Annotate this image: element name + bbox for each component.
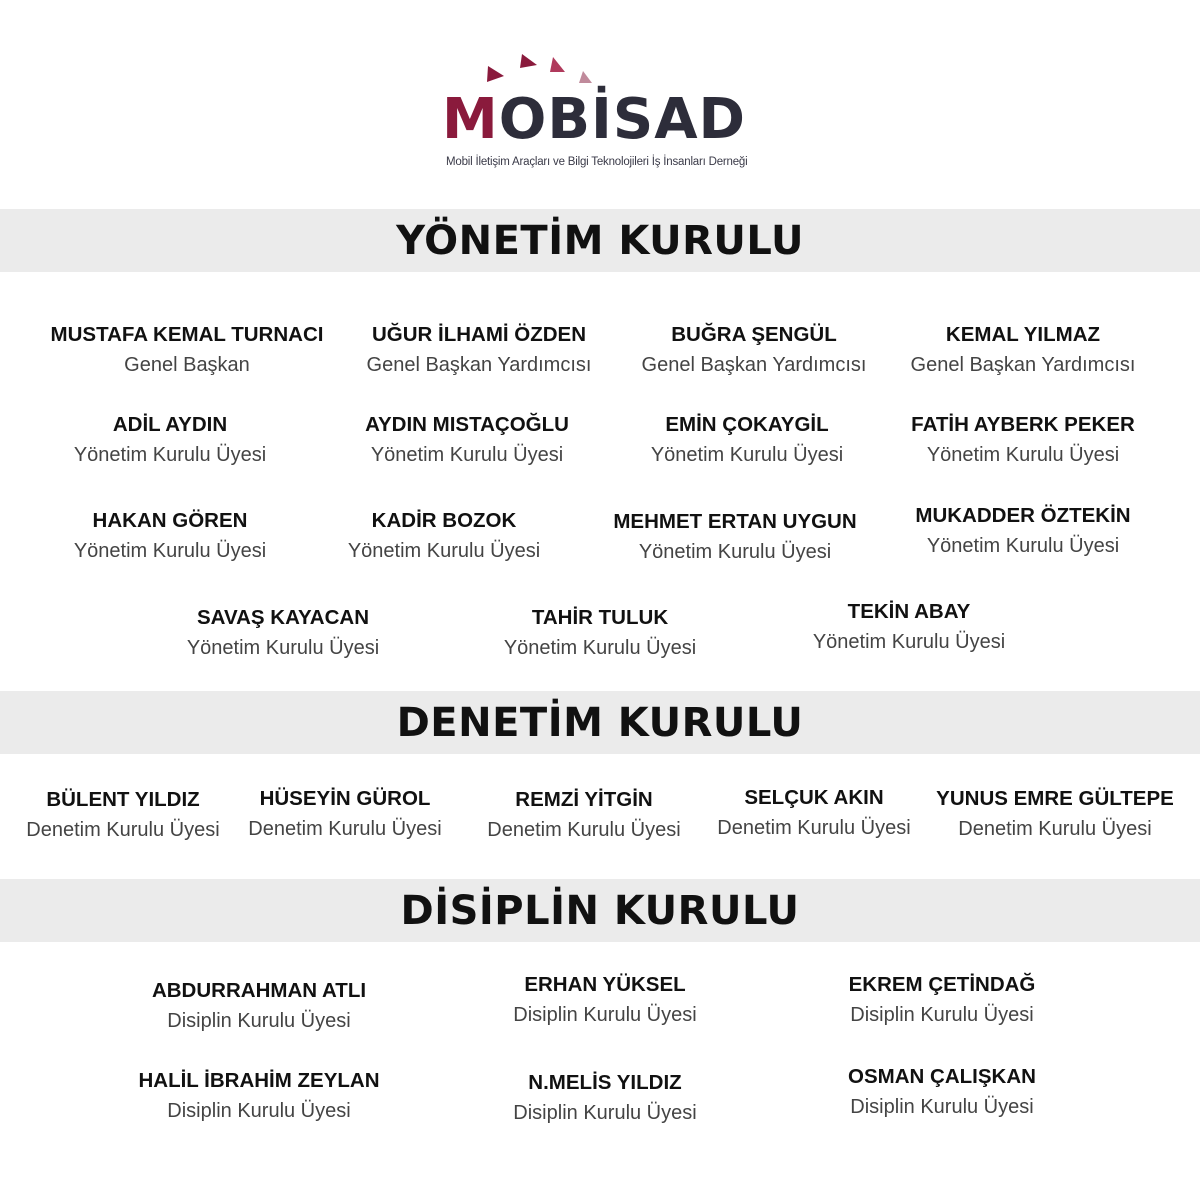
section-band-denetim xyxy=(0,691,1200,754)
member-role: Denetim Kurulu Üyesi xyxy=(26,819,220,841)
member-name: SAVAŞ KAYACAN xyxy=(196,606,370,629)
member-name: ADİL AYDIN xyxy=(112,413,228,436)
member-role: Yönetim Kurulu Üyesi xyxy=(812,631,1006,653)
member-name: BÜLENT YILDIZ xyxy=(46,788,200,811)
member-role: Yönetim Kurulu Üyesi xyxy=(650,444,844,466)
member-role: Denetim Kurulu Üyesi xyxy=(248,818,442,840)
member-card xyxy=(10,412,330,468)
member-name: HAKAN GÖREN xyxy=(92,509,248,532)
member-name: MUKADDER ÖZTEKİN xyxy=(915,504,1131,527)
member-name: SELÇUK AKIN xyxy=(744,786,884,809)
member-role: Yönetim Kurulu Üyesi xyxy=(73,540,267,562)
member-name: OSMAN ÇALIŞKAN xyxy=(848,1065,1036,1088)
member-card xyxy=(99,978,419,1034)
member-name: KEMAL YILMAZ xyxy=(945,323,1101,346)
member-card xyxy=(749,599,1069,655)
member-name: ERHAN YÜKSEL xyxy=(524,973,686,996)
member-card xyxy=(123,605,443,661)
member-role: Yönetim Kurulu Üyesi xyxy=(503,637,697,659)
member-role: Yönetim Kurulu Üyesi xyxy=(926,535,1120,557)
member-name: N.MELİS YILDIZ xyxy=(528,1071,682,1094)
member-name: TEKİN ABAY xyxy=(847,600,971,623)
member-role: Denetim Kurulu Üyesi xyxy=(487,819,681,841)
member-card xyxy=(445,1070,765,1126)
member-card xyxy=(782,1064,1102,1120)
section-title-denetim: DENETİM KURULU xyxy=(396,699,804,746)
member-role: Yönetim Kurulu Üyesi xyxy=(73,444,267,466)
section-band-disiplin xyxy=(0,879,1200,942)
member-role: Genel Başkan Yardımcısı xyxy=(910,354,1136,376)
member-role: Yönetim Kurulu Üyesi xyxy=(926,444,1120,466)
member-role: Disiplin Kurulu Üyesi xyxy=(850,1096,1034,1118)
member-role: Yönetim Kurulu Üyesi xyxy=(186,637,380,659)
member-card xyxy=(863,322,1183,378)
member-role: Disiplin Kurulu Üyesi xyxy=(167,1010,351,1032)
logo-wordmark xyxy=(442,87,747,152)
member-card xyxy=(575,509,895,565)
member-card xyxy=(319,322,639,378)
member-card xyxy=(587,412,907,468)
member-role: Disiplin Kurulu Üyesi xyxy=(850,1004,1034,1026)
member-role: Denetim Kurulu Üyesi xyxy=(717,817,911,839)
mobisad-logo xyxy=(440,50,760,180)
member-role: Genel Başkan Yardımcısı xyxy=(641,354,867,376)
member-card xyxy=(307,412,627,468)
member-name: YUNUS EMRE GÜLTEPE xyxy=(936,787,1174,810)
member-name: EMİN ÇOKAYGİL xyxy=(665,413,829,436)
member-card xyxy=(284,508,604,564)
member-name: FATİH AYBERK PEKER xyxy=(911,413,1135,436)
member-role: Genel Başkan xyxy=(124,354,250,376)
logo-tagline: Mobil İletişim Araçları ve Bilgi Teknolojileri İş İnsanları Derneği xyxy=(446,156,748,168)
member-card xyxy=(27,322,347,378)
member-name: MEHMET ERTAN UYGUN xyxy=(613,510,857,533)
member-card xyxy=(863,503,1183,559)
member-role: Genel Başkan Yardımcısı xyxy=(366,354,592,376)
member-role: Denetim Kurulu Üyesi xyxy=(958,818,1152,840)
member-card xyxy=(445,972,765,1028)
section-title-disiplin: DİSİPLİN KURULU xyxy=(400,887,800,934)
section-band-yonetim xyxy=(0,209,1200,272)
member-card xyxy=(440,605,760,661)
member-role: Disiplin Kurulu Üyesi xyxy=(167,1100,351,1122)
member-role: Disiplin Kurulu Üyesi xyxy=(513,1102,697,1124)
member-role: Yönetim Kurulu Üyesi xyxy=(347,540,541,562)
member-name: AYDIN MISTAÇOĞLU xyxy=(365,413,569,436)
member-name: HALİL İBRAHİM ZEYLAN xyxy=(138,1069,380,1092)
member-name: UĞUR İLHAMİ ÖZDEN xyxy=(371,323,587,346)
member-name: REMZİ YİTGİN xyxy=(515,788,653,811)
member-card xyxy=(863,412,1183,468)
member-name: EKREM ÇETİNDAĞ xyxy=(848,973,1036,996)
logo-m-letter: M xyxy=(442,87,499,152)
member-role: Yönetim Kurulu Üyesi xyxy=(370,444,564,466)
member-name: TAHİR TULUK xyxy=(531,606,669,629)
member-card xyxy=(99,1068,419,1124)
member-card xyxy=(895,786,1200,842)
member-name: MUSTAFA KEMAL TURNACI xyxy=(50,323,324,346)
logo-word-rest: OBİSAD xyxy=(498,87,747,152)
member-card xyxy=(782,972,1102,1028)
member-name: BUĞRA ŞENGÜL xyxy=(671,323,837,346)
section-title-yonetim: YÖNETİM KURULU xyxy=(396,217,804,264)
member-card xyxy=(10,508,330,564)
member-role: Disiplin Kurulu Üyesi xyxy=(513,1004,697,1026)
member-role: Yönetim Kurulu Üyesi xyxy=(638,541,832,563)
member-name: ABDURRAHMAN ATLI xyxy=(151,979,367,1002)
member-name: KADİR BOZOK xyxy=(371,509,517,532)
member-name: HÜSEYİN GÜROL xyxy=(259,787,431,810)
